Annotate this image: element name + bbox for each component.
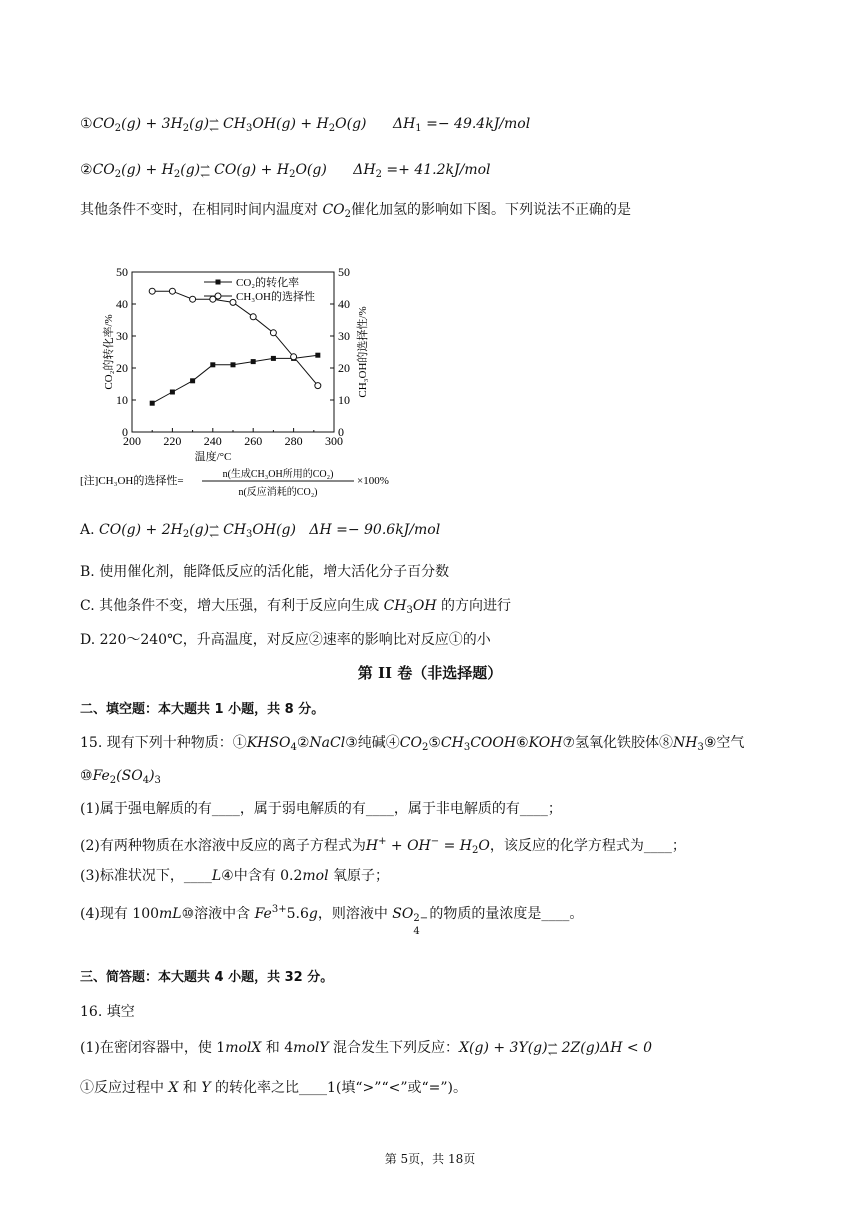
y-tick-label-left: 0 xyxy=(122,425,128,439)
equilibrium-arrow-icon xyxy=(209,117,223,129)
note-prefix: [注]CH₃OH的选择性= xyxy=(80,475,184,487)
y-tick-label-left: 50 xyxy=(116,265,128,279)
y-tick-label-right: 0 xyxy=(338,425,344,439)
legend-marker-circle xyxy=(215,293,221,299)
q15-part-1: (1)属于强电解质的有____，属于弱电解质的有____，属于非电解质的有____； xyxy=(80,801,562,817)
y-tick-label-right: 20 xyxy=(338,361,350,375)
note-suffix: ×100% xyxy=(357,475,389,487)
x-axis-label: 温度/°C xyxy=(194,451,232,463)
equilibrium-arrow-icon xyxy=(200,163,214,175)
y-axis-label-left: CO₂的转化率/% xyxy=(103,314,115,390)
data-point-circle xyxy=(315,383,321,389)
q16-title: 16. 填空 xyxy=(80,1004,135,1020)
note-numerator: n(生成CH₃OH所用的CO₂) xyxy=(222,469,334,480)
data-point-square xyxy=(231,362,236,367)
data-point-circle xyxy=(190,296,196,302)
data-point-square xyxy=(170,390,175,395)
y-tick-label-right: 30 xyxy=(338,329,350,343)
option-b[interactable]: B. 使用催化剂，能降低反应的活化能，增大活化分子百分数 xyxy=(80,564,450,580)
option-d[interactable]: D. 220～240℃，升高温度，对反应②速率的影响比对反应①的小 xyxy=(80,632,491,648)
y-tick-label-left: 10 xyxy=(116,393,128,407)
legend-label-2: CH₃OH的选择性 xyxy=(236,291,316,303)
data-point-square xyxy=(190,378,195,383)
q15-part-4: (4)现有 100mL⑩溶液中含 $Fe^{3+}5.6g$，则溶液中 SO 2− 4 的物质的量浓度是____。 xyxy=(80,904,584,937)
series-line-2 xyxy=(152,291,318,385)
data-point-square xyxy=(150,401,155,406)
data-point-square xyxy=(210,362,215,367)
x-tick-label: 200 xyxy=(123,434,141,448)
data-point-circle xyxy=(250,314,256,320)
data-point-square xyxy=(251,359,256,364)
equilibrium-arrow-icon xyxy=(209,523,223,535)
data-point-circle xyxy=(149,288,155,294)
y-tick-label-right: 50 xyxy=(338,265,350,279)
y-tick-label-left: 20 xyxy=(116,361,128,375)
q15-item-10: $⑩Fe_2(SO_4)_3$ xyxy=(80,768,161,786)
page-footer: 第 5页，共 18页 xyxy=(384,1152,476,1166)
option-c[interactable]: C. 其他条件不变，增大压强，有利于反应向生成 $CH_3OH$ 的方向进行 xyxy=(80,598,511,616)
data-point-circle xyxy=(270,330,276,336)
y-tick-label-left: 30 xyxy=(116,329,128,343)
option-a[interactable]: A. $CO(g) + 2H_2(g)⇀$ ↽ $CH_3OH(g) \Delta H =- 90.6kJ/mol$ xyxy=(80,520,440,545)
x-tick-label: 240 xyxy=(203,434,222,448)
question-intro: 其他条件不变时，在相同时间内温度对 $CO_2$催化加氢的影响如下图。下列说法不正确的是 xyxy=(80,202,632,220)
y-tick-label-right: 10 xyxy=(338,393,350,407)
data-point-circle xyxy=(291,354,297,360)
x-tick-label: 300 xyxy=(325,434,343,448)
y-axis-label-right: CH₃OH的选择性/% xyxy=(357,306,369,398)
q15-part-3: (3)标准状况下，____L④中含有 0.2mol 氧原子； xyxy=(80,868,390,884)
reaction-1: $①CO_2(g)$ + $3H_2(g)⇀$ ↽ $CH_3OH(g) + H_2O(g) \Delta H_1 =- 49.4kJ/mol$ xyxy=(80,114,530,139)
q15-intro: 15. 现有下列十种物质：$①KHSO_4②NaCl③$纯碱$④CO_2⑤CH_3COOH⑥KOH⑦$氢氧化铁胶体$⑧NH_3⑨$空气 xyxy=(80,735,745,753)
reaction-2: $②CO_2(g)$ + $H_2(g)⇀$ ↽ $CO(g) + H_2O(g) \Delta H_2 =+ 41.2kJ/mol$ xyxy=(80,160,491,185)
section-2-heading: 二、填空题：本大题共 1 小题，共 8 分。 xyxy=(80,702,325,717)
y-tick-label-left: 40 xyxy=(116,297,128,311)
y-tick-label-right: 40 xyxy=(338,297,350,311)
data-point-square xyxy=(271,356,276,361)
x-tick-label: 220 xyxy=(163,434,182,448)
section-3-heading: 三、简答题：本大题共 4 小题，共 32 分。 xyxy=(80,970,334,985)
q16-part-1: (1)在密闭容器中，使 1molX 和 4molY 混合发生下列反应：X(g) + 3Y(g)⇀ ↽ 2Z(g)ΔH < 0 xyxy=(80,1038,652,1058)
q15-part-2: (2)有两种物质在水溶液中反应的离子方程式为$H^+ + OH^- = H_2O$，该反应的化学方程式为____； xyxy=(80,836,686,856)
section-title: 第 II 卷（非选择题） xyxy=(357,664,503,682)
x-tick-label: 260 xyxy=(244,434,263,448)
data-point-square xyxy=(315,353,320,358)
co2-hydrogenation-chart xyxy=(78,262,408,502)
data-point-circle xyxy=(169,288,175,294)
q16-part-1-sub-1: ①反应过程中 X 和 Y 的转化率之比____1(填“>”“<”或“=”)。 xyxy=(80,1080,467,1096)
note-denominator: n(反应消耗的CO₂) xyxy=(238,487,318,498)
legend-label-1: CO₂的转化率 xyxy=(236,277,300,289)
x-tick-label: 280 xyxy=(284,434,303,448)
equilibrium-arrow-icon xyxy=(548,1041,562,1053)
legend-marker-square xyxy=(216,280,221,285)
